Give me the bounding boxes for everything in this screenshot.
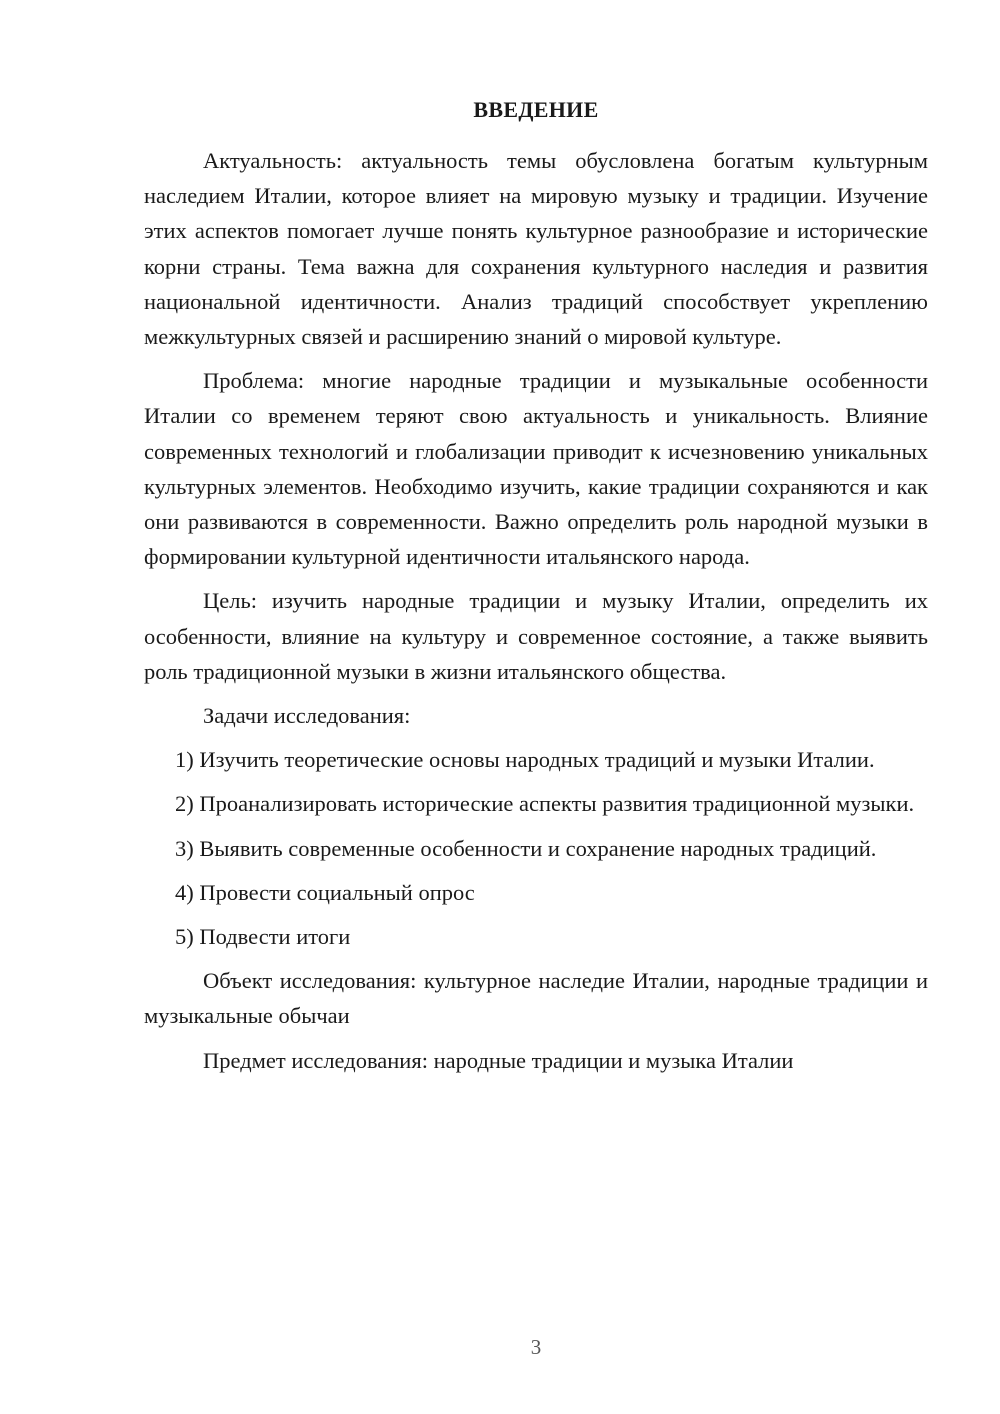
- paragraph-relevance: Актуальность: актуальность темы обусловлена богатым культурным наследием Италии, которое влияет на мировую музыку и традиции. Изучение этих аспектов помогает лучше понять культурное разнообразие и исторические корни страны. Тема важна для сохранения культурного наследия и развития национальной идентичности. Анализ традиций способствует укреплению межкультурных связей и расширению знаний о мировой культуре.: [144, 148, 928, 350]
- paragraph-subject: Предмет исследования: народные традиции и музыка Италии: [203, 1047, 794, 1073]
- page-number: 3: [530, 1335, 542, 1359]
- task-item-2: 2) Проанализировать исторические аспекты развития традиционной музыки.: [175, 791, 915, 817]
- task-item-5: 5) Подвести итоги: [175, 924, 351, 950]
- paragraph-object: Объект исследования: культурное наследие Италии, народные традиции и музыкальные обычаи: [144, 968, 928, 1029]
- task-item-1: 1) Изучить теоретические основы народных традиций и музыки Италии.: [175, 747, 875, 773]
- paragraph-goal: Цель: изучить народные традиции и музыку Италии, определить их особенности, влияние на культуру и современное состояние, а также выявить роль традиционной музыки в жизни итальянского общества.: [144, 588, 928, 684]
- paragraph-problem: Проблема: многие народные традиции и музыкальные особенности Италии со временем теряют свою актуальность и уникальность. Влияние современных технологий и глобализации приводит к исчезновению уникальных культурных элементов. Необходимо изучить, какие традиции сохраняются и как они развиваются в современности. Важно определить роль народной музыки в формировании культурной идентичности итальянского народа.: [144, 368, 928, 570]
- task-item-3: 3) Выявить современные особенности и сохранение народных традиций.: [175, 835, 877, 861]
- tasks-title: Задачи исследования:: [203, 703, 411, 729]
- document-body: [144, 143, 928, 1087]
- task-item-4: 4) Провести социальный опрос: [175, 879, 475, 905]
- page-title: ВВЕДЕНИЕ: [473, 97, 599, 122]
